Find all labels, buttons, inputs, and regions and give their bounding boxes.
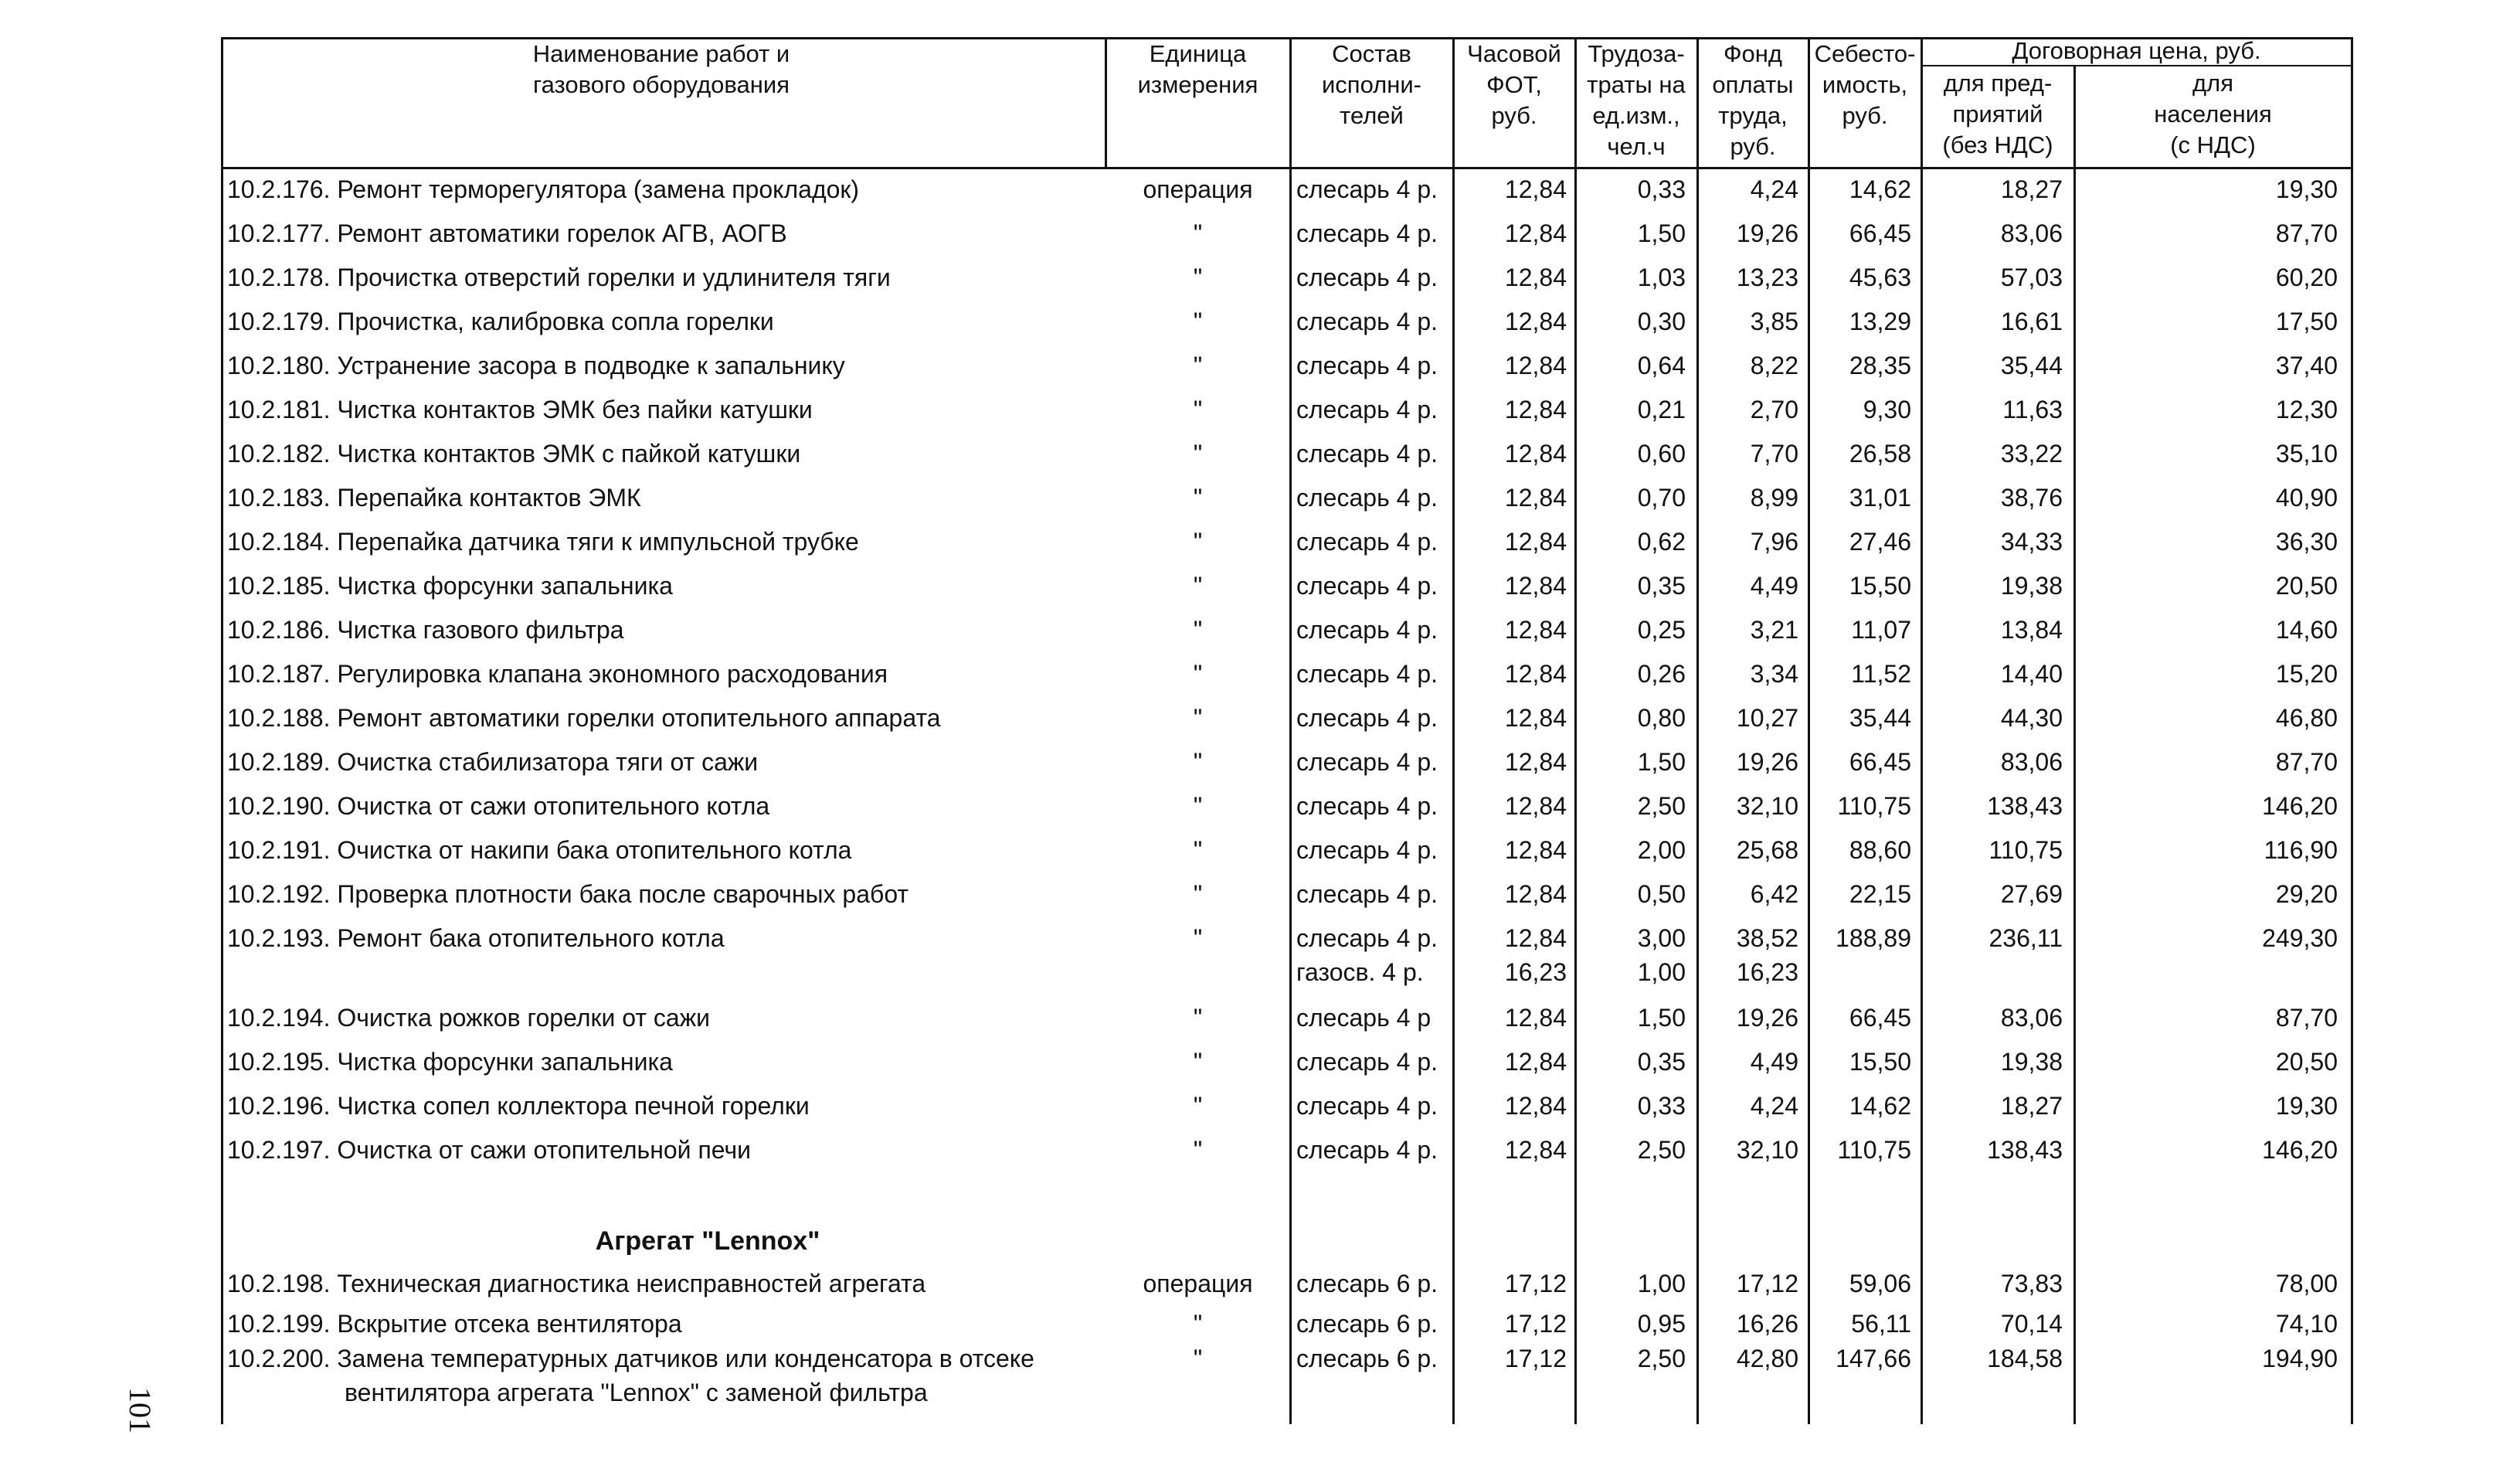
cell-hourly: 12,84 xyxy=(1504,836,1567,864)
cell-name: 10.2.185. Чистка форсунки запальника xyxy=(227,572,673,600)
header-bottom-border xyxy=(221,167,2353,169)
cell-ent: 27,69 xyxy=(2000,880,2063,908)
col-border-unit xyxy=(1289,37,1292,1424)
cell-name: 10.2.186. Чистка газового фильтра xyxy=(227,616,624,644)
cell-unit: операция xyxy=(1143,1270,1253,1297)
cell-ent: 11,63 xyxy=(2002,396,2063,423)
cell-name: 10.2.181. Чистка контактов ЭМК без пайки катушки xyxy=(227,396,813,423)
cell-unit: " xyxy=(1193,440,1203,468)
cell-name: 10.2.195. Чистка форсунки запальника xyxy=(227,1048,673,1076)
cell-staff: слесарь 6 р. xyxy=(1296,1310,1438,1338)
cell-pop: 87,70 xyxy=(2275,748,2338,776)
cell-labor: 1,03 xyxy=(1637,264,1686,291)
cell-labor: 0,70 xyxy=(1637,484,1686,512)
cell-cost: 15,50 xyxy=(1849,572,1911,600)
col-border-left xyxy=(221,37,223,1424)
header-cost: Себесто- имость, руб. xyxy=(1814,40,1916,129)
col-border-right xyxy=(2351,37,2353,1424)
cell-hourly: 12,84 xyxy=(1504,1004,1567,1032)
cell-hourly: 12,84 xyxy=(1504,264,1567,291)
cell-unit: " xyxy=(1193,484,1203,512)
cell-name: 10.2.177. Ремонт автоматики горелок АГВ, АОГВ xyxy=(227,219,787,247)
cell-fund: 3,85 xyxy=(1750,308,1798,335)
cell-hourly: 12,84 xyxy=(1504,880,1567,908)
header-contract-price: Договорная цена, руб. xyxy=(2012,37,2261,64)
cell-pop: 116,90 xyxy=(2264,836,2338,864)
cell-name: 10.2.178. Прочистка отверстий горелки и удлинителя тяги xyxy=(227,264,891,291)
cell-labor: 3,00 xyxy=(1637,924,1686,952)
cell-hourly: 12,84 xyxy=(1504,219,1567,247)
cell-staff: слесарь 4 р xyxy=(1296,1004,1432,1032)
cell-pop: 87,70 xyxy=(2275,219,2338,247)
cell-cost: 22,15 xyxy=(1849,880,1911,908)
cell-fund: 32,10 xyxy=(1736,792,1798,820)
cell-name: 10.2.182. Чистка контактов ЭМК с пайкой катушки xyxy=(227,440,801,468)
section-title-lennox: Агрегат "Lennox" xyxy=(595,1226,820,1256)
cell-ent: 18,27 xyxy=(2000,175,2063,203)
cell-staff: слесарь 4 р. xyxy=(1296,792,1438,820)
cell-hourly-line2: 16,23 xyxy=(1504,958,1567,986)
header-name: Наименование работ и газового оборудования xyxy=(532,40,790,98)
cell-unit: " xyxy=(1193,616,1203,644)
cell-staff: слесарь 4 р. xyxy=(1296,748,1438,776)
cell-pop: 40,90 xyxy=(2275,484,2338,512)
cell-fund: 4,24 xyxy=(1750,1092,1798,1120)
cell-unit: " xyxy=(1193,572,1203,600)
cell-cost: 9,30 xyxy=(1863,396,1911,423)
header-hourly: Часовой ФОТ, руб. xyxy=(1467,40,1561,129)
cell-cost: 11,07 xyxy=(1851,616,1911,644)
cell-pop: 19,30 xyxy=(2275,175,2338,203)
cell-ent: 138,43 xyxy=(1987,1136,2063,1164)
header-staff: Состав исполни- телей xyxy=(1321,40,1421,129)
cell-staff: слесарь 4 р. xyxy=(1296,175,1438,203)
cell-pop: 60,20 xyxy=(2275,264,2338,291)
cell-name: 10.2.188. Ремонт автоматики горелки отопительного аппарата xyxy=(227,704,941,732)
cell-labor: 0,64 xyxy=(1637,352,1686,379)
cell-pop: 146,20 xyxy=(2262,1136,2338,1164)
cell-labor: 0,50 xyxy=(1637,880,1686,908)
cell-cost: 28,35 xyxy=(1849,352,1911,379)
cell-pop: 17,50 xyxy=(2275,308,2338,335)
cell-staff: слесарь 4 р. xyxy=(1296,704,1438,732)
cell-pop: 78,00 xyxy=(2275,1270,2338,1297)
cell-hourly: 12,84 xyxy=(1504,440,1567,468)
cell-labor: 0,33 xyxy=(1637,1092,1686,1120)
cell-name: 10.2.179. Прочистка, калибровка сопла горелки xyxy=(227,308,774,335)
cell-ent: 14,40 xyxy=(2000,660,2063,688)
cell-cost: 110,75 xyxy=(1837,1136,1911,1164)
cell-fund: 25,68 xyxy=(1736,836,1798,864)
cell-labor: 2,50 xyxy=(1637,792,1686,820)
cell-labor: 0,80 xyxy=(1637,704,1686,732)
cell-cost: 56,11 xyxy=(1851,1310,1911,1338)
cell-staff: слесарь 4 р. xyxy=(1296,440,1438,468)
cell-pop: 74,10 xyxy=(2275,1310,2338,1338)
cell-labor: 1,50 xyxy=(1637,748,1686,776)
cell-staff: слесарь 4 р. xyxy=(1296,924,1438,952)
cell-cost: 110,75 xyxy=(1837,792,1911,820)
cell-ent: 19,38 xyxy=(2000,1048,2063,1076)
cell-hourly: 12,84 xyxy=(1504,792,1567,820)
cell-staff: слесарь 4 р. xyxy=(1296,219,1438,247)
cell-fund: 10,27 xyxy=(1736,704,1798,732)
cell-unit: операция xyxy=(1143,175,1253,203)
cell-unit: " xyxy=(1193,748,1203,776)
cell-fund: 3,34 xyxy=(1750,660,1798,688)
cell-pop: 37,40 xyxy=(2275,352,2338,379)
cell-ent: 38,76 xyxy=(2000,484,2063,512)
cell-name: 10.2.200. Замена температурных датчиков или конденсатора в отсеке xyxy=(227,1345,1034,1372)
page-number: 101 xyxy=(123,1387,158,1433)
cell-labor: 0,95 xyxy=(1637,1310,1686,1338)
cell-fund: 17,12 xyxy=(1736,1270,1798,1297)
cell-cost: 88,60 xyxy=(1849,836,1911,864)
cell-hourly: 12,84 xyxy=(1504,175,1567,203)
cell-name: 10.2.197. Очистка от сажи отопительной печи xyxy=(227,1136,752,1164)
cell-cost: 13,29 xyxy=(1849,308,1911,335)
cell-fund: 16,26 xyxy=(1736,1310,1798,1338)
cell-hourly: 12,84 xyxy=(1504,528,1567,556)
cell-unit: " xyxy=(1193,924,1203,952)
cell-staff: слесарь 4 р. xyxy=(1296,616,1438,644)
cell-labor: 1,50 xyxy=(1637,1004,1686,1032)
cell-name: 10.2.180. Устранение засора в подводке к запальнику xyxy=(227,352,845,379)
cell-pop: 29,20 xyxy=(2275,880,2338,908)
cell-cost: 147,66 xyxy=(1836,1345,1911,1372)
cell-staff: слесарь 4 р. xyxy=(1296,308,1438,335)
cell-pop: 19,30 xyxy=(2275,1092,2338,1120)
cell-ent: 83,06 xyxy=(2000,219,2063,247)
cell-unit: " xyxy=(1193,1136,1203,1164)
cell-labor: 1,50 xyxy=(1637,219,1686,247)
cell-ent: 35,44 xyxy=(2000,352,2063,379)
cell-labor: 0,33 xyxy=(1637,175,1686,203)
cell-fund: 13,23 xyxy=(1736,264,1798,291)
cell-staff: слесарь 4 р. xyxy=(1296,1092,1438,1120)
cell-staff: слесарь 4 р. xyxy=(1296,396,1438,423)
cell-fund: 4,49 xyxy=(1750,1048,1798,1076)
cell-hourly: 12,84 xyxy=(1504,484,1567,512)
cell-name: 10.2.189. Очистка стабилизатора тяги от сажи xyxy=(227,748,759,776)
cell-labor: 2,50 xyxy=(1637,1136,1686,1164)
cell-fund: 4,24 xyxy=(1750,175,1798,203)
cell-cost: 14,62 xyxy=(1849,1092,1911,1120)
cell-labor-line2: 1,00 xyxy=(1637,958,1686,986)
cell-labor: 0,26 xyxy=(1637,660,1686,688)
cell-fund: 8,22 xyxy=(1750,352,1798,379)
cell-name: 10.2.199. Вскрытие отсека вентилятора xyxy=(227,1310,682,1338)
cell-staff: слесарь 4 р. xyxy=(1296,660,1438,688)
cell-staff: слесарь 4 р. xyxy=(1296,528,1438,556)
cell-cost: 45,63 xyxy=(1849,264,1911,291)
cell-name: 10.2.191. Очистка от накипи бака отопительного котла xyxy=(227,836,852,864)
cell-cost: 35,44 xyxy=(1849,704,1911,732)
cell-staff: слесарь 6 р. xyxy=(1296,1270,1438,1297)
cell-staff: слесарь 4 р. xyxy=(1296,836,1438,864)
header-labor: Трудоза- траты на ед.изм., чел.ч xyxy=(1587,40,1686,160)
cell-name: 10.2.187. Регулировка клапана экономного расходования xyxy=(227,660,888,688)
cell-fund: 32,10 xyxy=(1736,1136,1798,1164)
cell-name: 10.2.198. Техническая диагностика неисправностей агрегата xyxy=(227,1270,926,1297)
cell-hourly: 12,84 xyxy=(1504,704,1567,732)
cell-unit: " xyxy=(1193,528,1203,556)
header-population: для населения (с НДС) xyxy=(2154,70,2272,158)
cell-hourly: 17,12 xyxy=(1504,1270,1567,1297)
cell-unit: " xyxy=(1193,264,1203,291)
cell-fund: 19,26 xyxy=(1736,1004,1798,1032)
cell-staff: слесарь 4 р. xyxy=(1296,572,1438,600)
cell-pop: 20,50 xyxy=(2275,572,2338,600)
cell-ent: 236,11 xyxy=(1988,924,2063,952)
cell-name: 10.2.190. Очистка от сажи отопительного котла xyxy=(227,792,770,820)
cell-ent: 138,43 xyxy=(1987,792,2063,820)
cell-ent: 19,38 xyxy=(2000,572,2063,600)
cell-pop: 36,30 xyxy=(2275,528,2338,556)
cell-staff: слесарь 4 р. xyxy=(1296,264,1438,291)
cell-staff: слесарь 4 р. xyxy=(1296,880,1438,908)
cell-cost: 15,50 xyxy=(1849,1048,1911,1076)
cell-labor: 0,30 xyxy=(1637,308,1686,335)
cell-unit: " xyxy=(1193,396,1203,423)
cell-fund: 6,42 xyxy=(1750,880,1798,908)
cell-ent: 34,33 xyxy=(2000,528,2063,556)
cell-labor: 0,60 xyxy=(1637,440,1686,468)
cell-hourly: 17,12 xyxy=(1504,1345,1567,1372)
cell-hourly: 12,84 xyxy=(1504,1092,1567,1120)
cell-pop: 249,30 xyxy=(2262,924,2338,952)
cell-unit: " xyxy=(1193,1310,1203,1338)
cell-fund: 19,26 xyxy=(1736,748,1798,776)
cell-labor: 0,21 xyxy=(1637,396,1686,423)
cell-unit: " xyxy=(1193,836,1203,864)
cell-hourly: 12,84 xyxy=(1504,616,1567,644)
cell-unit: " xyxy=(1193,308,1203,335)
cell-fund: 38,52 xyxy=(1736,924,1798,952)
cell-cost: 66,45 xyxy=(1849,748,1911,776)
cell-name: 10.2.192. Проверка плотности бака после сварочных работ xyxy=(227,880,909,908)
cell-name: 10.2.183. Перепайка контактов ЭМК xyxy=(227,484,641,512)
cell-labor: 1,00 xyxy=(1637,1270,1686,1297)
cell-pop: 146,20 xyxy=(2262,792,2338,820)
cell-pop: 12,30 xyxy=(2275,396,2338,423)
cell-hourly: 12,84 xyxy=(1504,748,1567,776)
cell-cost: 66,45 xyxy=(1849,1004,1911,1032)
cell-ent: 18,27 xyxy=(2000,1092,2063,1120)
cell-name: 10.2.194. Очистка рожков горелки от сажи xyxy=(227,1004,710,1032)
cell-pop: 14,60 xyxy=(2275,616,2338,644)
cell-unit: " xyxy=(1193,792,1203,820)
cell-unit: " xyxy=(1193,1048,1203,1076)
cell-fund: 3,21 xyxy=(1750,616,1798,644)
cell-ent: 33,22 xyxy=(2000,440,2063,468)
cell-hourly: 12,84 xyxy=(1504,352,1567,379)
cell-fund: 7,96 xyxy=(1750,528,1798,556)
cell-unit: " xyxy=(1193,1092,1203,1120)
cell-cost: 14,62 xyxy=(1849,175,1911,203)
cell-cost: 66,45 xyxy=(1849,219,1911,247)
cell-staff: слесарь 4 р. xyxy=(1296,1136,1438,1164)
cell-name: 10.2.176. Ремонт терморегулятора (замена прокладок) xyxy=(227,175,860,203)
cell-ent: 73,83 xyxy=(2000,1270,2063,1297)
cell-cost: 11,52 xyxy=(1851,660,1911,688)
cell-ent: 57,03 xyxy=(2000,264,2063,291)
cell-labor: 2,00 xyxy=(1637,836,1686,864)
cell-fund: 19,26 xyxy=(1736,219,1798,247)
header-wage-fund: Фонд оплаты труда, руб. xyxy=(1712,40,1794,160)
cell-ent: 184,58 xyxy=(1987,1345,2063,1372)
cell-hourly: 12,84 xyxy=(1504,396,1567,423)
cell-cost: 26,58 xyxy=(1849,440,1911,468)
cell-labor: 0,35 xyxy=(1637,1048,1686,1076)
cell-ent: 44,30 xyxy=(2000,704,2063,732)
cell-labor: 0,62 xyxy=(1637,528,1686,556)
cell-pop: 194,90 xyxy=(2262,1345,2338,1372)
cell-cost: 27,46 xyxy=(1849,528,1911,556)
cell-unit: " xyxy=(1193,880,1203,908)
cell-hourly: 12,84 xyxy=(1504,572,1567,600)
cell-staff: слесарь 4 р. xyxy=(1296,1048,1438,1076)
cell-fund: 4,49 xyxy=(1750,572,1798,600)
cell-ent: 83,06 xyxy=(2000,1004,2063,1032)
cell-ent: 70,14 xyxy=(2000,1310,2063,1338)
cell-name: 10.2.196. Чистка сопел коллектора печной горелки xyxy=(227,1092,810,1120)
cell-unit: " xyxy=(1193,1004,1203,1032)
cell-fund: 2,70 xyxy=(1750,396,1798,423)
cell-hourly: 12,84 xyxy=(1504,1048,1567,1076)
cell-ent: 16,61 xyxy=(2000,308,2063,335)
cell-unit: " xyxy=(1193,352,1203,379)
cell-fund: 8,99 xyxy=(1750,484,1798,512)
cell-ent: 110,75 xyxy=(1988,836,2063,864)
cell-pop: 35,10 xyxy=(2275,440,2338,468)
cell-pop: 15,20 xyxy=(2275,660,2338,688)
cell-staff: слесарь 4 р. xyxy=(1296,352,1438,379)
cell-hourly: 17,12 xyxy=(1504,1310,1567,1338)
cell-fund: 42,80 xyxy=(1736,1345,1798,1372)
cell-ent: 13,84 xyxy=(2000,616,2063,644)
cell-name: 10.2.184. Перепайка датчика тяги к импульсной трубке xyxy=(227,528,859,556)
cell-hourly: 12,84 xyxy=(1504,924,1567,952)
cell-staff: слесарь 6 р. xyxy=(1296,1345,1438,1372)
cell-staff-line2: газосв. 4 р. xyxy=(1296,958,1424,986)
header-enterprise: для пред- приятий (без НДС) xyxy=(1942,70,2053,158)
cell-staff: слесарь 4 р. xyxy=(1296,484,1438,512)
cell-cost: 59,06 xyxy=(1849,1270,1911,1297)
cell-name-line2: вентилятора агрегата "Lennox" с заменой фильтра xyxy=(345,1379,928,1406)
cell-labor: 2,50 xyxy=(1637,1345,1686,1372)
cell-hourly: 12,84 xyxy=(1504,660,1567,688)
cell-labor: 0,35 xyxy=(1637,572,1686,600)
cell-unit: " xyxy=(1193,219,1203,247)
cell-ent: 83,06 xyxy=(2000,748,2063,776)
cell-unit: " xyxy=(1193,704,1203,732)
cell-hourly: 12,84 xyxy=(1504,308,1567,335)
price-table xyxy=(221,37,2353,1424)
cell-name: 10.2.193. Ремонт бака отопительного котла xyxy=(227,924,725,952)
cell-labor: 0,25 xyxy=(1637,616,1686,644)
cell-cost: 31,01 xyxy=(1849,484,1911,512)
cell-pop: 87,70 xyxy=(2275,1004,2338,1032)
cell-pop: 46,80 xyxy=(2275,704,2338,732)
cell-hourly: 12,84 xyxy=(1504,1136,1567,1164)
header-unit: Единица измерения xyxy=(1137,40,1258,98)
cell-fund-line2: 16,23 xyxy=(1736,958,1798,986)
cell-unit: " xyxy=(1193,660,1203,688)
cell-unit: " xyxy=(1193,1345,1203,1372)
cell-pop: 20,50 xyxy=(2275,1048,2338,1076)
cell-fund: 7,70 xyxy=(1750,440,1798,468)
cell-cost: 188,89 xyxy=(1836,924,1911,952)
